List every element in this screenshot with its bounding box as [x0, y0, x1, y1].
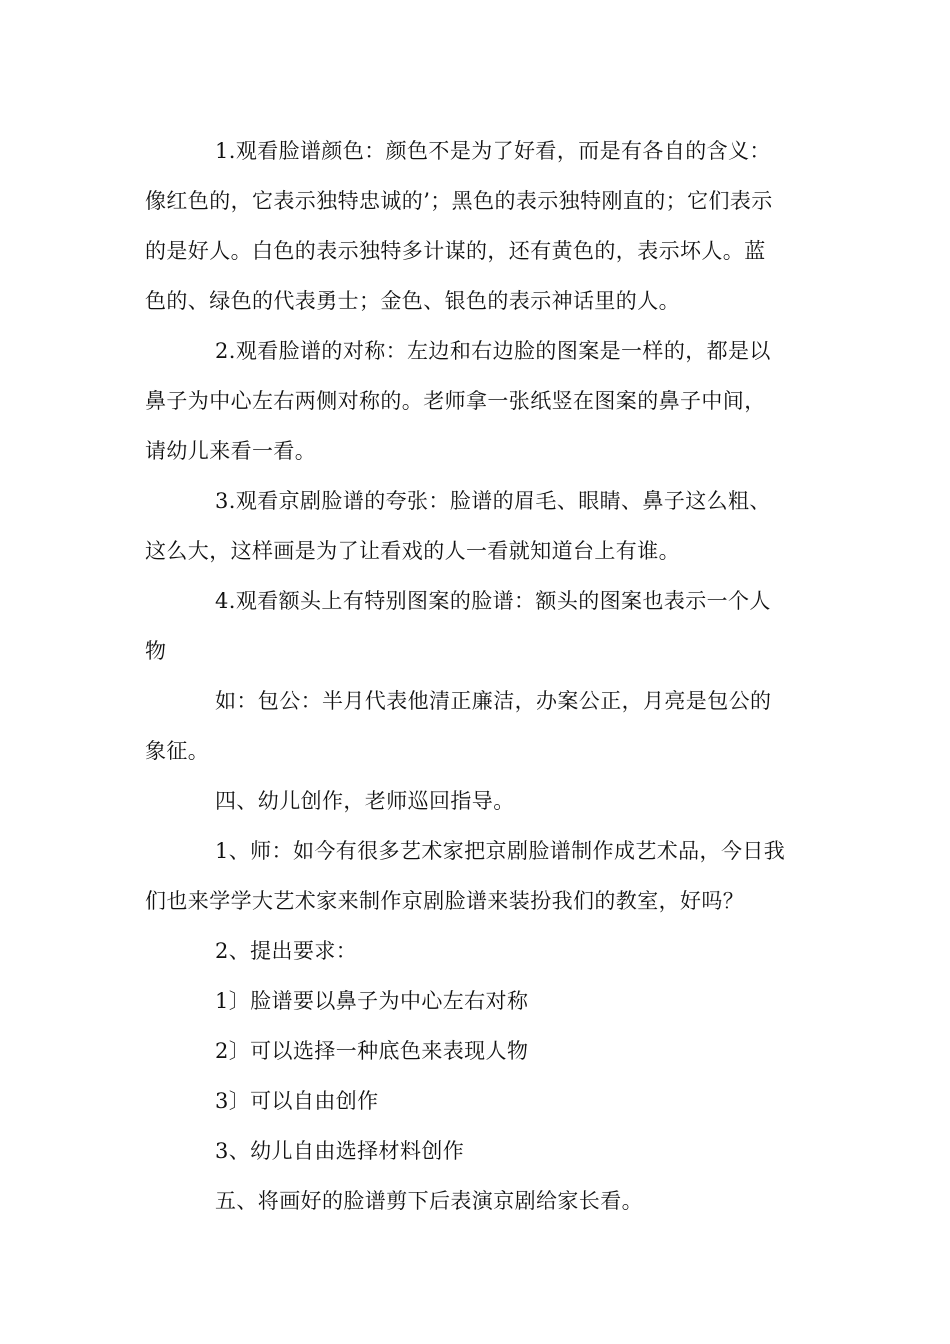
requirement-item-2: 2〕可以选择一种底色来表现人物 — [215, 1039, 529, 1063]
paragraph-4-line-2: 物 — [145, 639, 167, 663]
paragraph-5-line-1: 如：包公：半月代表他清正廉洁，办案公正，月亮是包公的 — [215, 689, 772, 713]
paragraph-6-line-1: 1、师：如今有很多艺术家把京剧脸谱制作成艺术品，今日我 — [215, 839, 786, 863]
paragraph-1-line-1: 1.观看脸谱颜色：颜色不是为了好看，而是有各自的含义： — [215, 139, 771, 163]
paragraph-1-line-2: 像红色的，它表示独特忠诚的’；黑色的表示独特刚直的；它们表示 — [145, 189, 773, 213]
step-3-line: 3、幼儿自由选择材料创作 — [215, 1139, 465, 1163]
paragraph-4-line-1: 4.观看额头上有特别图案的脸谱：额头的图案也表示一个人 — [215, 589, 771, 613]
section-heading-5: 五、将画好的脸谱剪下后表演京剧给家长看。 — [215, 1189, 643, 1213]
paragraph-5-line-2: 象征。 — [145, 739, 210, 763]
paragraph-2-line-1: 2.观看脸谱的对称：左边和右边脸的图案是一样的，都是以 — [215, 339, 771, 363]
paragraph-1-line-4: 色的、绿色的代表勇士；金色、银色的表示神话里的人。 — [145, 289, 680, 313]
paragraph-2-line-3: 请幼儿来看一看。 — [145, 439, 317, 463]
requirement-item-3: 3〕可以自由创作 — [215, 1089, 379, 1113]
paragraph-1-line-3: 的是好人。白色的表示独特多计谋的，还有黄色的，表示坏人。蓝 — [145, 239, 766, 263]
section-heading-4: 四、幼儿创作，老师巡回指导。 — [215, 789, 515, 813]
paragraph-2-line-2: 鼻子为中心左右两侧对称的。老师拿一张纸竖在图案的鼻子中间， — [145, 389, 766, 413]
requirements-heading: 2、提出要求： — [215, 939, 358, 963]
paragraph-6-line-2: 们也来学学大艺术家来制作京剧脸谱来装扮我们的教室，好吗？ — [145, 889, 745, 913]
paragraph-3-line-2: 这么大，这样画是为了让看戏的人一看就知道台上有谁。 — [145, 539, 680, 563]
requirement-item-1: 1〕脸谱要以鼻子为中心左右对称 — [215, 989, 529, 1013]
paragraph-3-line-1: 3.观看京剧脸谱的夸张：脸谱的眉毛、眼睛、鼻子这么粗、 — [215, 489, 771, 513]
